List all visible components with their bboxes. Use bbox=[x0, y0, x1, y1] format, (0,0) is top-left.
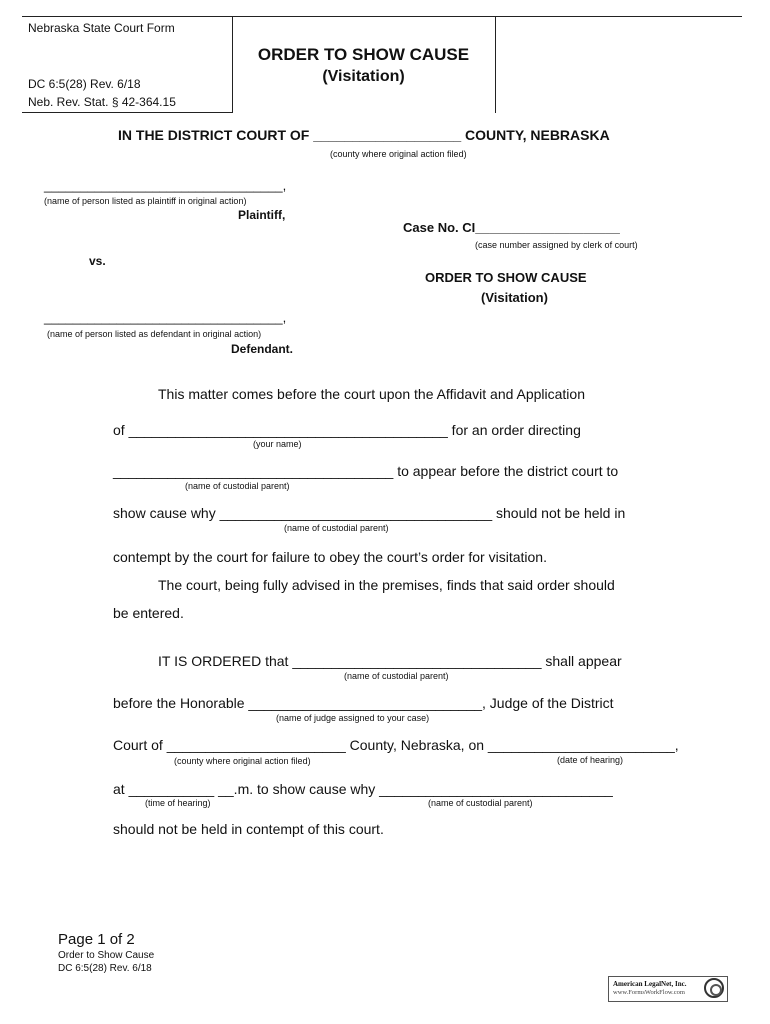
form-number: DC 6:5(28) Rev. 6/18 bbox=[28, 77, 141, 91]
county-hint: (county where original action filed) bbox=[174, 756, 311, 766]
publisher-logo bbox=[608, 976, 728, 1002]
entered-line: be entered. bbox=[113, 605, 184, 621]
appear-line: ____________________________________ to appear before the district court to bbox=[113, 463, 619, 479]
ordered-line: IT IS ORDERED that ________________________________ shall appear bbox=[158, 653, 622, 669]
logo-line-1: American LegalNet, Inc. bbox=[613, 980, 687, 988]
court-of-line: Court of _______________________ County, Nebraska, on ________________________, bbox=[113, 737, 679, 753]
final-line: should not be held in contempt of this court. bbox=[113, 821, 384, 837]
court-line: IN THE DISTRICT COURT OF ___________________ COUNTY, NEBRASKA bbox=[118, 127, 610, 143]
header-divider-left bbox=[232, 17, 233, 113]
advised-line: The court, being fully advised in the premises, finds that said order should bbox=[158, 577, 615, 593]
applicant-line: of _________________________________________ for an order directing bbox=[113, 422, 581, 438]
custodial-parent-hint-4: (name of custodial parent) bbox=[428, 798, 533, 808]
header-divider-right bbox=[495, 17, 496, 113]
court-county-hint: (county where original action filed) bbox=[330, 149, 467, 159]
header-subtitle: (Visitation) bbox=[322, 68, 405, 85]
statute-reference: Neb. Rev. Stat. § 42-364.15 bbox=[28, 95, 176, 109]
caption-order-title: ORDER TO SHOW CAUSE bbox=[425, 270, 587, 285]
case-number: Case No. CI____________________ bbox=[403, 220, 620, 235]
footer-form-number: DC 6:5(28) Rev. 6/18 bbox=[58, 963, 152, 974]
defendant-label: Defendant. bbox=[231, 342, 294, 356]
defendant-hint: (name of person listed as defendant in original action) bbox=[47, 329, 262, 339]
your-name-hint: (your name) bbox=[253, 439, 302, 449]
header-top-rule bbox=[22, 16, 742, 17]
plaintiff-hint: (name of person listed as plaintiff in original action) bbox=[44, 196, 247, 206]
contempt-line: contempt by the court for failure to obey the court’s order for visitation. bbox=[113, 549, 547, 565]
intro-paragraph: This matter comes before the court upon the Affidavit and Application bbox=[158, 386, 585, 402]
honorable-line: before the Honorable ______________________________, Judge of the District bbox=[113, 695, 614, 711]
case-number-hint: (case number assigned by clerk of court) bbox=[475, 240, 638, 250]
state-form-label: Nebraska State Court Form bbox=[28, 21, 175, 35]
show-cause-line: show cause why ___________________________________ should not be held in bbox=[113, 505, 626, 521]
custodial-parent-hint-3: (name of custodial parent) bbox=[344, 671, 449, 681]
page-number: Page 1 of 2 bbox=[58, 931, 135, 948]
time-line: at ___________ __.m. to show cause why ______________________________ bbox=[113, 781, 613, 797]
plaintiff-label: Plaintiff, bbox=[238, 208, 286, 222]
custodial-parent-hint-1: (name of custodial parent) bbox=[185, 481, 290, 491]
plaintiff-blank: _________________________________, bbox=[44, 178, 287, 193]
custodial-parent-hint-2: (name of custodial parent) bbox=[284, 523, 389, 533]
date-hint: (date of hearing) bbox=[557, 755, 624, 765]
vs-label: vs. bbox=[89, 254, 106, 268]
footer-form-title: Order to Show Cause bbox=[58, 950, 155, 961]
caption-order-subtitle: (Visitation) bbox=[481, 290, 548, 305]
seal-icon bbox=[704, 978, 724, 998]
header-title: ORDER TO SHOW CAUSE bbox=[257, 45, 470, 64]
time-hint: (time of hearing) bbox=[145, 798, 211, 808]
judge-hint: (name of judge assigned to your case) bbox=[276, 713, 430, 723]
header-bottom-rule bbox=[22, 112, 232, 113]
defendant-blank: _________________________________, bbox=[44, 310, 287, 325]
logo-link[interactable]: www.FormsWorkFlow.com bbox=[613, 989, 685, 996]
